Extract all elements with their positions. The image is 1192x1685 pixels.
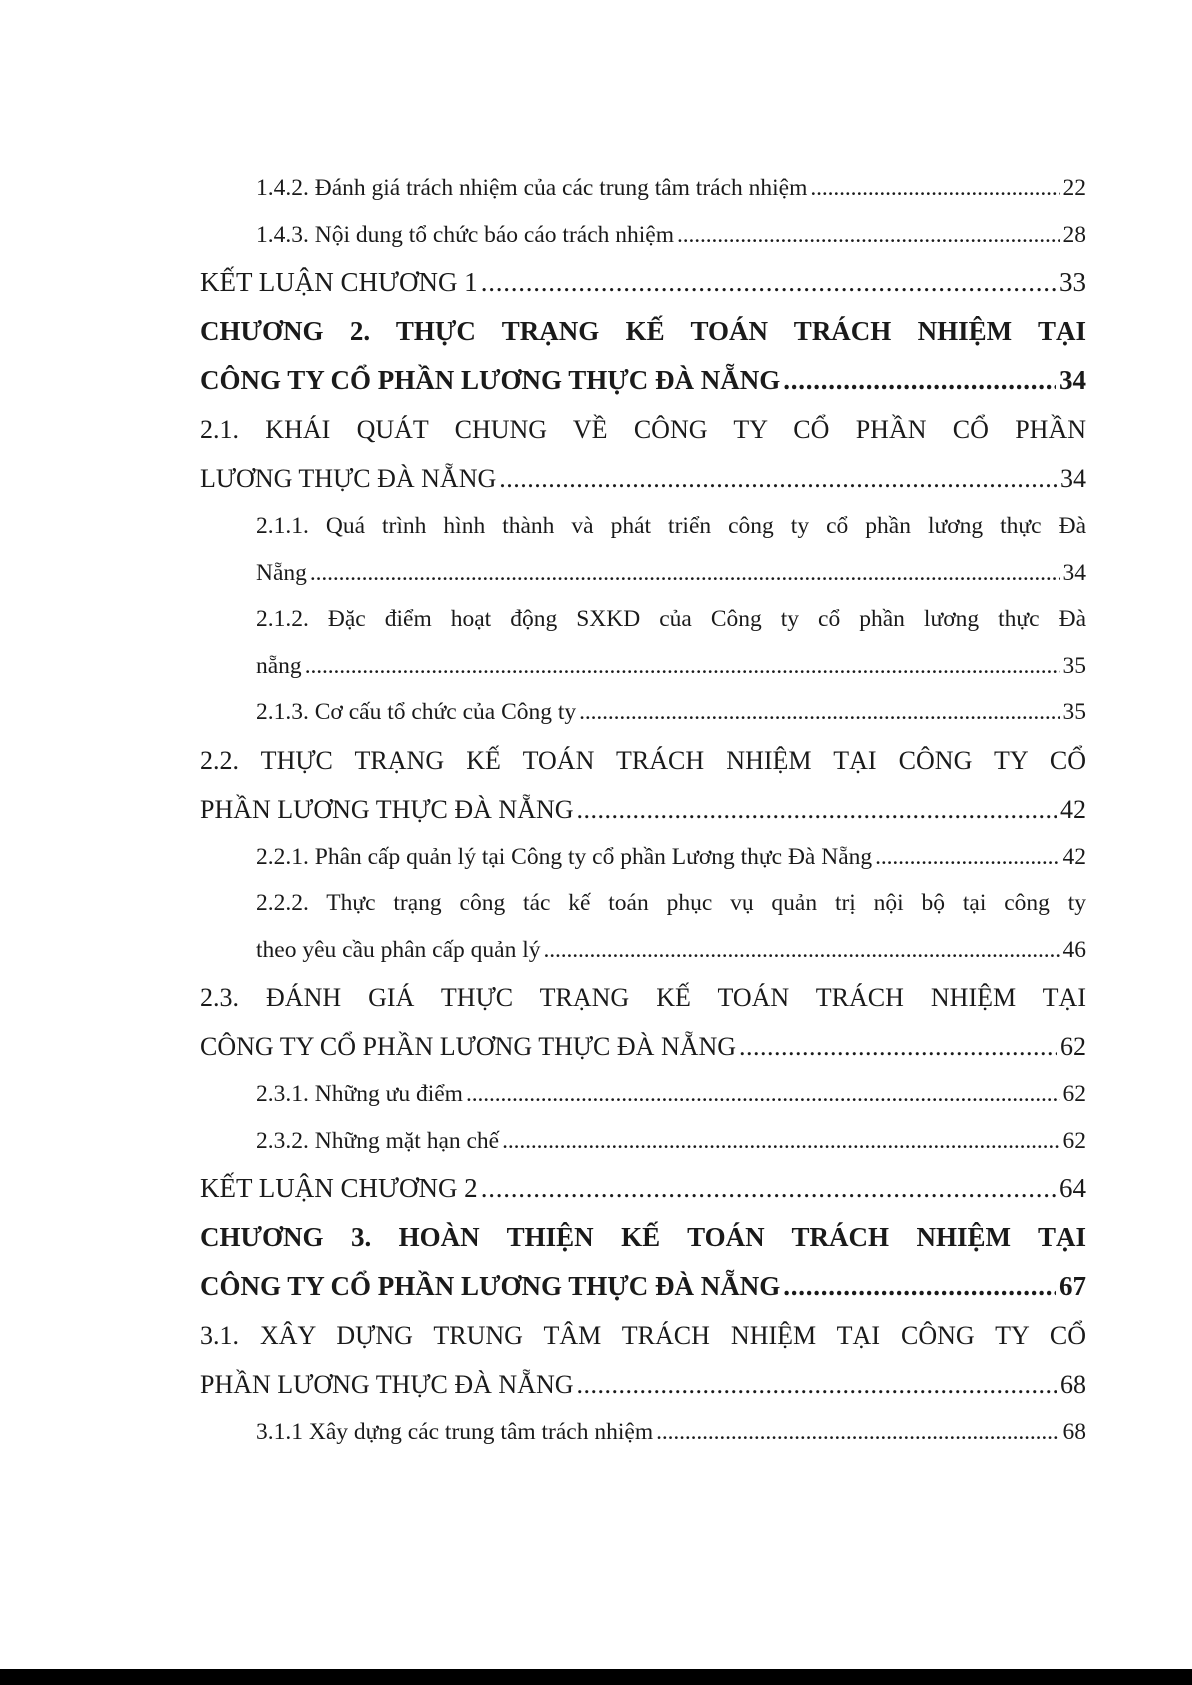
- toc-entry[interactable]: [200, 973, 1086, 1071]
- toc-entry-title: KẾT LUẬN CHƯƠNG 2: [200, 1173, 478, 1203]
- toc-entry-title: KẾT LUẬN CHƯƠNG 1: [200, 267, 478, 297]
- toc-entry[interactable]: [200, 689, 1086, 736]
- toc-page-number: 42: [1060, 794, 1086, 824]
- toc-page-number: 68: [1060, 1370, 1086, 1399]
- toc-entry[interactable]: [200, 1311, 1086, 1409]
- toc-page-number: 46: [1062, 936, 1086, 963]
- bottom-border: [0, 1669, 1192, 1685]
- toc-entry-title: theo yêu cầu phân cấp quản lý: [256, 936, 541, 963]
- toc-dot-leader: [305, 643, 1060, 690]
- toc-entry-title: CÔNG TY CỔ PHẦN LƯƠNG THỰC ĐÀ NẴNG: [200, 1032, 737, 1061]
- toc-dot-leader: [783, 356, 1056, 405]
- toc-dot-leader: [656, 1409, 1059, 1456]
- table-of-contents: [200, 165, 1086, 1456]
- toc-page-number: 62: [1062, 1127, 1086, 1154]
- toc-page-number: 64: [1059, 1173, 1086, 1203]
- toc-page-number: 67: [1059, 1271, 1086, 1301]
- toc-entry-title: CÔNG TY CỔ PHẦN LƯƠNG THỰC ĐÀ NẴNG: [200, 365, 781, 395]
- toc-entry-title: CÔNG TY CỔ PHẦN LƯƠNG THỰC ĐÀ NẴNG: [200, 1271, 781, 1301]
- toc-entry[interactable]: [200, 1071, 1086, 1118]
- toc-entry-title: 2.3.1. Những ưu điểm: [256, 1081, 463, 1107]
- toc-entry[interactable]: [200, 834, 1086, 881]
- toc-entry-title-line: 2.2. THỰC TRẠNG KẾ TOÁN TRÁCH NHIỆM TẠI CÔNG TY CỔ: [200, 745, 1086, 775]
- toc-entry[interactable]: [200, 1118, 1086, 1165]
- toc-entry-title: 2.3.2. Những mặt hạn chế: [256, 1127, 500, 1154]
- toc-entry-title: PHẦN LƯƠNG THỰC ĐÀ NẴNG: [200, 794, 574, 824]
- toc-dot-leader: [481, 258, 1056, 307]
- toc-entry[interactable]: [200, 596, 1086, 689]
- toc-dot-leader: [677, 212, 1060, 259]
- toc-page-number: 68: [1062, 1419, 1086, 1445]
- toc-dot-leader: [739, 1022, 1057, 1071]
- toc-page-number: 33: [1059, 267, 1086, 297]
- toc-page-number: 62: [1062, 1081, 1086, 1107]
- toc-entry-title-line: 2.2.2. Thực trạng công tác kế toán phục vụ quản trị nội bộ tại công ty: [256, 890, 1086, 916]
- toc-entry-title-line: CHƯƠNG 2. THỰC TRẠNG KẾ TOÁN TRÁCH NHIỆM TẠI: [200, 316, 1086, 346]
- toc-entry[interactable]: [200, 258, 1086, 307]
- toc-entry-title: PHẦN LƯƠNG THỰC ĐÀ NẴNG: [200, 1370, 574, 1399]
- toc-dot-leader: [499, 454, 1057, 503]
- toc-entry[interactable]: [200, 165, 1086, 212]
- toc-page-number: 42: [1062, 843, 1086, 870]
- toc-page-number: 22: [1062, 175, 1086, 201]
- toc-dot-leader: [579, 689, 1059, 736]
- toc-entry[interactable]: [200, 503, 1086, 596]
- toc-page-number: 35: [1062, 652, 1086, 679]
- toc-dot-leader: [502, 1118, 1059, 1165]
- toc-dot-leader: [481, 1164, 1056, 1213]
- toc-page-number: 34: [1062, 559, 1086, 586]
- toc-entry-title: 3.1.1 Xây dựng các trung tâm trách nhiệm: [256, 1419, 654, 1445]
- toc-page-number: 62: [1060, 1032, 1086, 1061]
- toc-entry[interactable]: [200, 1213, 1086, 1311]
- toc-entry[interactable]: [200, 405, 1086, 503]
- toc-entry[interactable]: [200, 1164, 1086, 1213]
- toc-entry-title: 1.4.2. Đánh giá trách nhiệm của các trung tâm trách nhiệm: [256, 175, 808, 201]
- toc-page-number: 35: [1062, 699, 1086, 725]
- toc-dot-leader: [810, 165, 1059, 212]
- toc-dot-leader: [875, 834, 1059, 881]
- toc-entry-title-line: 2.3. ĐÁNH GIÁ THỰC TRẠNG KẾ TOÁN TRÁCH NHIỆM TẠI: [200, 983, 1086, 1012]
- toc-dot-leader: [544, 927, 1060, 974]
- toc-dot-leader: [310, 550, 1060, 597]
- toc-dot-leader: [783, 1262, 1056, 1311]
- toc-dot-leader: [577, 785, 1057, 834]
- toc-entry-title-line: CHƯƠNG 3. HOÀN THIỆN KẾ TOÁN TRÁCH NHIỆM TẠI: [200, 1222, 1086, 1252]
- toc-entry[interactable]: [200, 1409, 1086, 1456]
- toc-entry[interactable]: [200, 307, 1086, 405]
- toc-entry-title: 2.1.3. Cơ cấu tổ chức của Công ty: [256, 699, 577, 725]
- toc-entry-title: nẵng: [256, 652, 302, 679]
- toc-page-number: 34: [1060, 464, 1086, 493]
- toc-page-number: 28: [1062, 221, 1086, 248]
- toc-entry-title: LƯƠNG THỰC ĐÀ NẴNG: [200, 464, 497, 493]
- toc-entry[interactable]: [200, 880, 1086, 973]
- toc-entry-title-line: 2.1.1. Quá trình hình thành và phát triển công ty cổ phần lương thực Đà: [256, 513, 1086, 539]
- toc-page-number: 34: [1059, 365, 1086, 395]
- toc-entry-title-line: 2.1. KHÁI QUÁT CHUNG VỀ CÔNG TY CỔ PHẦN CỔ PHẦN: [200, 415, 1086, 444]
- toc-entry[interactable]: [200, 736, 1086, 834]
- toc-entry-title: 2.2.1. Phân cấp quản lý tại Công ty cổ phần Lương thực Đà Nẵng: [256, 843, 873, 870]
- toc-dot-leader: [466, 1071, 1060, 1118]
- toc-dot-leader: [577, 1360, 1057, 1409]
- toc-entry-title: 1.4.3. Nội dung tổ chức báo cáo trách nhiệm: [256, 221, 674, 248]
- toc-entry-title-line: 3.1. XÂY DỰNG TRUNG TÂM TRÁCH NHIỆM TẠI CÔNG TY CỔ: [200, 1321, 1086, 1350]
- toc-entry[interactable]: [200, 212, 1086, 259]
- toc-entry-title-line: 2.1.2. Đặc điểm hoạt động SXKD của Công ty cổ phần lương thực Đà: [256, 606, 1086, 632]
- toc-entry-title: Nẵng: [256, 559, 307, 586]
